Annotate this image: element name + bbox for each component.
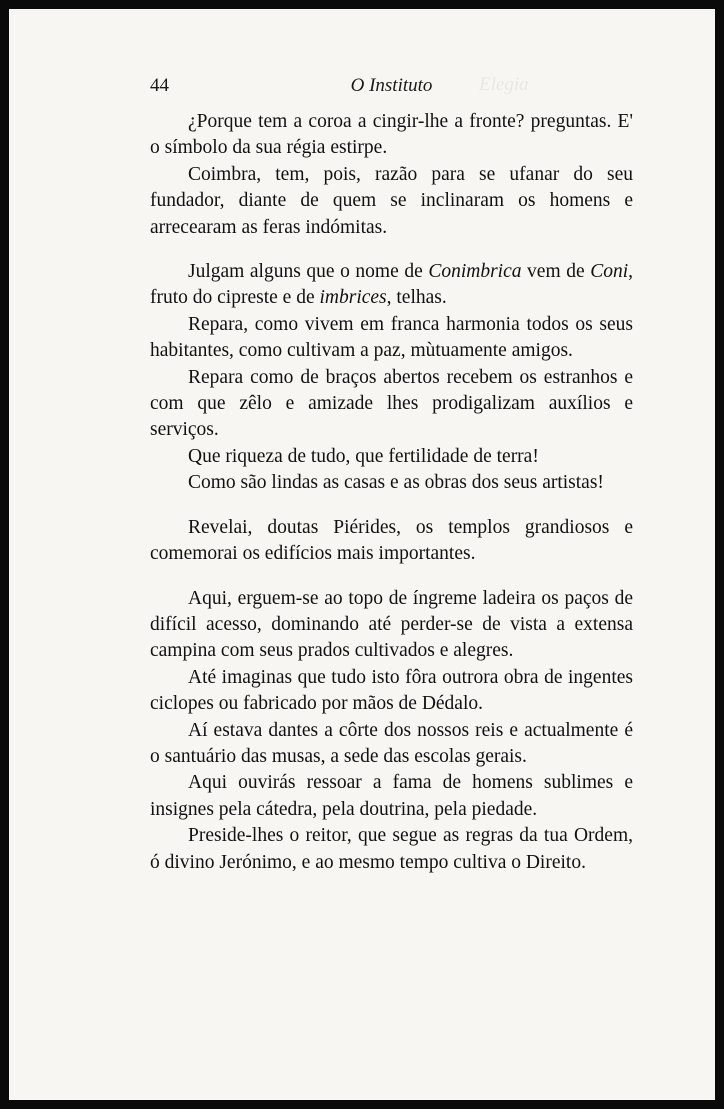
page-number: 44 [150,75,169,96]
body-text [150,109,633,876]
paragraph: Aqui, erguem-se ao topo de íngreme ladeira os paços de difícil acesso, dominando até perder-se de vista a extensa campina com seus prados cultivados e alegres. [150,587,633,662]
paragraph [150,259,633,312]
book-page [9,9,715,1100]
paragraph: Repara como de braços abertos recebem os estranhos e com que zêlo e amizade lhes prodigalizam auxílios e serviços. [150,366,633,441]
paragraph: Aí estava dantes a côrte dos nossos reis e actualmente é o santuário das musas, a sede das escolas gerais. [150,719,633,767]
italic-term-imbrices: imbrices [319,287,387,309]
bleed-through-text: Elegia [479,74,529,95]
paragraph: Até imaginas que tudo isto fôra outrora obra de ingentes ciclopes ou fabricado por mãos de Dédalo. [150,666,633,715]
text-run: , telhas. [386,287,447,309]
italic-term-conimbrica: Conimbrica [428,261,522,283]
running-title: O Instituto [350,75,433,96]
paragraph: Revelai, doutas Piérides, os templos grandiosos e comemorai os edifícios mais importantes. [150,516,633,565]
page-header [150,75,633,103]
text-run: , fruto do cipreste e de [150,261,633,309]
paragraph: Coimbra, tem, pois, razão para se ufanar do seu fundador, diante de quem se inclinaram os homens e arrecearam as feras indómitas. [150,163,633,238]
italic-term-coni: Coni [590,261,629,283]
paragraph: Aqui ouvirás ressoar a fama de homens sublimes e insignes pela cátedra, pela doutrina, pela piedade. [150,772,633,820]
paragraph: ¿Porque tem a coroa a cingir-lhe a fronte? preguntas. E' o símbolo da sua régia estirpe. [150,111,633,159]
paragraph: Repara, como vivem em franca harmonia todos os seus habitantes, como cultivam a paz, mùtuamente amigos. [150,313,633,362]
paragraph: Que riqueza de tudo, que fertilidade de terra! [188,445,539,467]
text-run: vem de [521,261,591,283]
text-run: Julgam alguns que o nome de [188,261,429,283]
paragraph: Preside-lhes o reitor, que segue as regras da tua Ordem, ó divino Jerónimo, e ao mesmo tempo cultiva o Direito. [150,825,633,873]
paragraph: Como são lindas as casas e as obras dos seus artistas! [188,472,604,494]
